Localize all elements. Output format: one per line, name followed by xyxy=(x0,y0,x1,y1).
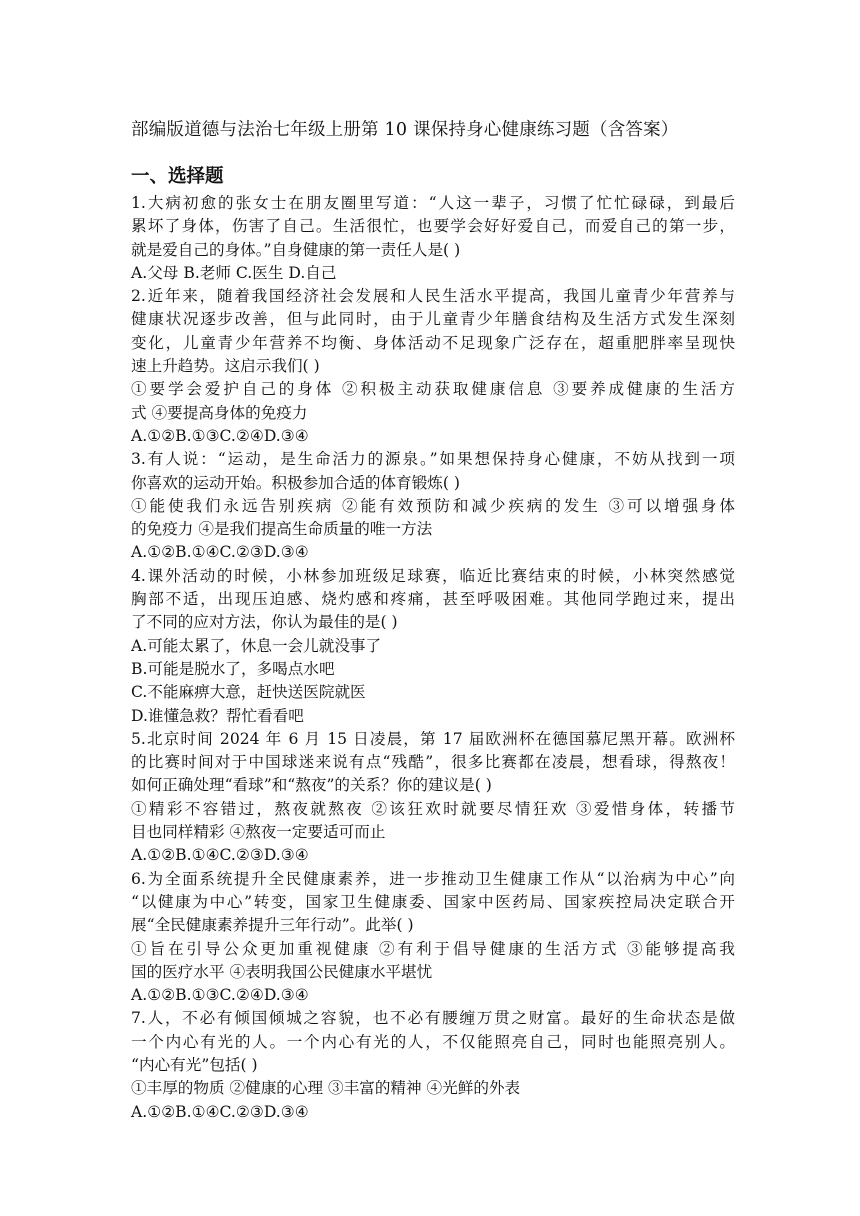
statement-line: ①要学会爱护自己的身体 ②积极主动获取健康信息 ③要养成健康的生活方 xyxy=(131,380,735,399)
question-line: 3.有人说：“运动，是生命活力的源泉。”如果想保持身心健康，不妨从找到一项 xyxy=(131,450,735,469)
question-line: 6.为全面系统提升全民健康素养，进一步推动卫生健康工作从“以治病为中心”向 xyxy=(131,869,735,888)
question-line: 你喜欢的运动开始。积极参加合适的体育锻炼( ) xyxy=(131,473,460,492)
statement-line: ①旨在引导公众更加重视健康 ②有利于倡导健康的生活方式 ③能够提高我 xyxy=(131,939,735,958)
statement-line: 式 ④要提高身体的免疫力 xyxy=(131,403,308,422)
statement-line: ①能使我们永远告别疾病 ②能有效预防和减少疾病的发生 ③可以增强身体 xyxy=(131,496,735,515)
question-line: 2.近年来，随着我国经济社会发展和人民生活水平提高，我国儿童青少年营养与 xyxy=(131,287,735,306)
answer-options: A.①②B.①③C.②④D.③④ xyxy=(131,986,309,1005)
statement-line: ①丰厚的物质 ②健康的心理 ③丰富的精神 ④光鲜的外表 xyxy=(131,1079,521,1098)
question-line: 展“全民健康素养提升三年行动”。此举( ) xyxy=(131,916,414,935)
document-title: 部编版道德与法治七年级上册第 10 课保持身心健康练习题（含答案） xyxy=(131,120,679,140)
answer-options: A.①②B.①③C.②④D.③④ xyxy=(131,426,309,445)
answer-options: A.①②B.①④C.②③D.③④ xyxy=(131,543,309,562)
question-line: 健康状况逐步改善，但与此同时，由于儿童青少年膳食结构及生活方式发生深刻 xyxy=(131,310,735,329)
question-list xyxy=(131,192,735,1124)
statement-line: ①精彩不容错过，熬夜就熬夜 ②该狂欢时就要尽情狂欢 ③爱惜身体，转播节 xyxy=(131,799,735,818)
question-line: 就是爱自己的身体。”自身健康的第一责任人是( ) xyxy=(131,240,461,259)
answer-option-c: C.不能麻痹大意，赶快送医院就医 xyxy=(131,683,366,702)
answer-options: A.①②B.①④C.②③D.③④ xyxy=(131,846,309,865)
question-line: 胸部不适，出现压迫感、烧灼感和疼痛，甚至呼吸困难。其他同学跑过来，提出 xyxy=(131,590,735,609)
answer-option-b: B.可能是脱水了，多喝点水吧 xyxy=(131,659,335,678)
question-5 xyxy=(131,728,735,868)
question-line: 速上升趋势。这启示我们( ) xyxy=(131,357,320,376)
question-line: “内心有光”包括( ) xyxy=(131,1055,258,1074)
statement-line: 目也同样精彩 ④熬夜一定要适可而止 xyxy=(131,823,386,842)
question-line: 一个内心有光的人。一个内心有光的人，不仅能照亮自己，同时也能照亮别人。 xyxy=(131,1032,735,1051)
answer-option-d: D.谁懂急救？帮忙看看吧 xyxy=(131,706,304,725)
question-line: 5.北京时间 2024 年 6 月 15 日凌晨，第 17 届欧洲杯在德国慕尼黑开幕。欧洲杯 xyxy=(131,729,735,748)
question-line: “以健康为中心”转变，国家卫生健康委、国家中医药局、国家疾控局决定联合开 xyxy=(131,892,735,911)
question-2 xyxy=(131,285,735,448)
statement-line: 国的医疗水平 ④表明我国公民健康水平堪忧 xyxy=(131,962,433,981)
statement-line: 的免疫力 ④是我们提高生命质量的唯一方法 xyxy=(131,520,433,539)
question-7 xyxy=(131,1007,735,1123)
question-line: 4.课外活动的时候，小林参加班级足球赛，临近比赛结束的时候，小林突然感觉 xyxy=(131,566,735,585)
question-6 xyxy=(131,868,735,1008)
section-heading: 一、选择题 xyxy=(131,166,224,187)
question-line: 了不同的应对方法，你认为最佳的是( ) xyxy=(131,613,398,632)
answer-option-a: A.可能太累了，休息一会儿就没事了 xyxy=(131,636,382,655)
question-line: 7.人，不必有倾国倾城之容貌，也不必有腰缠万贯之财富。最好的生命状态是做 xyxy=(131,1009,735,1028)
question-line: 的比赛时间对于中国球迷来说有点“残酷”，很多比赛都在凌晨，想看球，得熬夜！ xyxy=(131,753,735,772)
question-1 xyxy=(131,192,735,285)
question-4 xyxy=(131,565,735,728)
question-line: 变化，儿童青少年营养不均衡、身体活动不足现象广泛存在，超重肥胖率呈现快 xyxy=(131,333,735,352)
question-line: 如何正确处理“看球”和“熬夜”的关系？你的建议是( ) xyxy=(131,776,492,795)
question-3 xyxy=(131,448,735,564)
answer-options: A.父母 B.老师 C.医生 D.自己 xyxy=(131,263,337,282)
question-line: 累坏了身体，伤害了自己。生活很忙，也要学会好好爱自己，而爱自己的第一步， xyxy=(131,217,735,236)
answer-options: A.①②B.①④C.②③D.③④ xyxy=(131,1102,309,1121)
question-line: 1.大病初愈的张女士在朋友圈里写道：“人这一辈子，习惯了忙忙碌碌，到最后 xyxy=(131,194,735,212)
